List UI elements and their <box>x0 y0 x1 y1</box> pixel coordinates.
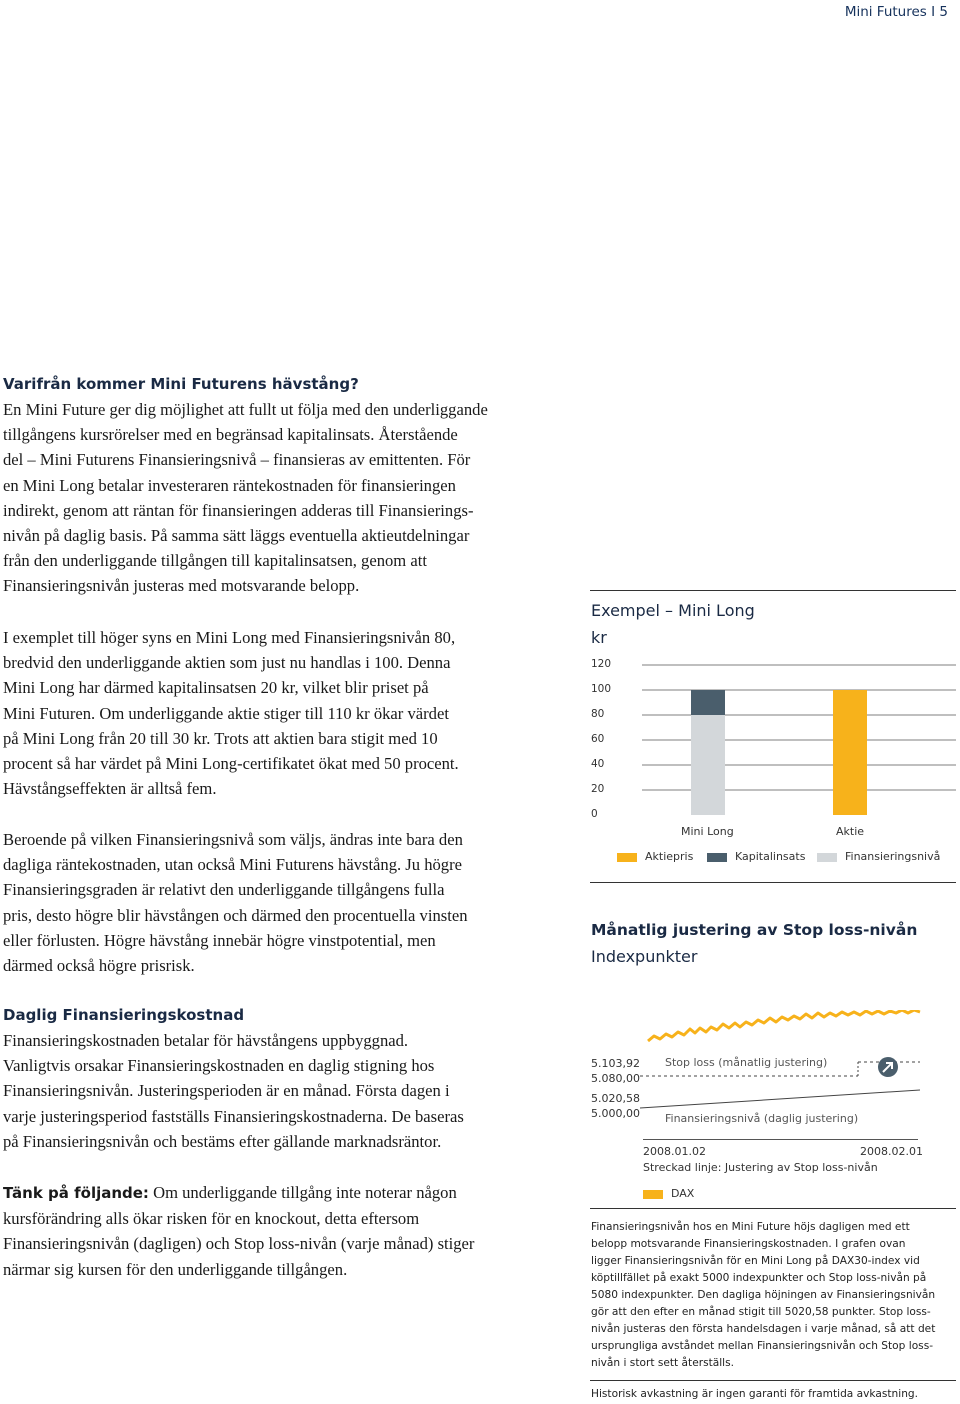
legend-swatch <box>643 1190 663 1199</box>
bar-aktiepris <box>833 690 867 815</box>
text-line: eller förlusten. Högre hävstång innebär högre vinstpotential, men <box>3 930 436 950</box>
legend-swatch <box>817 853 837 862</box>
x-label-end: 2008.02.01 <box>860 1145 923 1158</box>
financing-level-line <box>640 1090 920 1108</box>
financing-level-label: Finansieringsnivå (daglig justering) <box>665 1112 859 1125</box>
chart1-title: Exempel – Mini Long <box>591 601 755 620</box>
caption-line: gör att den efter en månad stigit till 5020,58 punkter. Stop loss- <box>591 1306 931 1318</box>
mini-long-bar-chart <box>590 650 956 880</box>
chart2-subtitle: Indexpunkter <box>591 947 698 966</box>
text-line: Finansieringsnivån (dagligen) och Stop loss-nivån (varje månad) stiger <box>3 1234 475 1254</box>
text-line: I exemplet till höger syns en Mini Long med Finansieringsnivån 80, <box>3 628 456 647</box>
text-line: närmar sig kursen för den underliggande tillgången. <box>3 1259 348 1279</box>
caption-line: köptillfället på exakt 5000 indexpunkter och Stop loss-nivån på <box>591 1272 927 1284</box>
divider <box>590 590 956 591</box>
text-line: Finansieringsgraden är relativt den underliggande tillgångens fulla <box>3 880 445 900</box>
chart2-title: Månatlig justering av Stop loss-nivån <box>591 921 918 939</box>
y-tick-label: 120 <box>591 658 612 670</box>
caption-line: belopp motsvarande Finansieringskostnaden. I grafen ovan <box>591 1238 906 1250</box>
text-line: dagliga räntekostnaden, utan också Mini Futurens hävstång. Ju högre <box>3 855 462 875</box>
y-label-bottom <box>591 1091 640 1121</box>
legend-label: DAX <box>671 1187 695 1200</box>
legend-item-aktiepris <box>617 850 693 863</box>
section1-paragraph <box>3 397 583 599</box>
chart-caption <box>591 1219 956 1372</box>
text-line: bredvid den underliggande aktien som just nu handlas i 100. Denna <box>3 653 451 673</box>
legend-label: Aktiepris <box>645 850 694 863</box>
y-tick-label: 80 <box>591 708 605 720</box>
section-heading-financing-cost: Daglig Finansieringskostnad <box>3 1006 245 1024</box>
text-line: indirekt, genom att räntan för finansieringen adderas till Finansierings- <box>3 500 474 520</box>
section-heading-leverage: Varifrån kommer Mini Futurens hävstång? <box>3 375 359 393</box>
y-value: 5.080,00 <box>591 1072 640 1085</box>
text-line: på Mini Long från 20 till 30 kr. Trots att aktien bara stigit med 10 <box>3 728 438 748</box>
y-value: 5.103,92 <box>591 1057 640 1070</box>
bar-kapitalinsats <box>691 690 725 715</box>
text-line: pris, desto högre blir hävstången och därmed den procentuella vinsten <box>3 905 468 925</box>
text-line: Hävstångseffekten är alltså fem. <box>3 779 217 799</box>
caption-line: Finansieringsnivån hos en Mini Future höjs dagligen med ett <box>591 1221 910 1233</box>
stop-loss-label: Stop loss (månatlig justering) <box>665 1056 828 1069</box>
text-line: Mini Long har därmed kapitalinsatsen 20 kr, vilket blir priset på <box>3 678 429 698</box>
legend-item-finansieringsniva <box>817 850 940 863</box>
text-line: Finansieringskostnaden betalar för hävstångens uppbyggnad. <box>3 1031 409 1050</box>
dashed-line-note: Streckad linje: Justering av Stop loss-nivån <box>643 1161 878 1174</box>
caption-line: 5080 indexpunkter. Den dagliga höjningen av Finansieringsnivån <box>591 1289 936 1301</box>
text-line: del – Mini Futurens Finansieringsnivå – finansieras av emittenten. För <box>3 450 471 470</box>
divider <box>590 1208 956 1209</box>
text-line: varje justeringsperiod fastställs Finansieringskostnaderna. De baseras <box>3 1106 464 1126</box>
y-tick-label: 60 <box>591 733 605 745</box>
y-value: 5.000,00 <box>591 1107 640 1120</box>
section5-paragraph <box>3 1180 583 1282</box>
caption-line: ursprungliga avståndet mellan Finansieringsnivån och Stop loss- <box>591 1340 934 1352</box>
disclaimer: Historisk avkastning är ingen garanti för framtida avkastning. <box>591 1388 919 1400</box>
text-line: procent så har värdet på Mini Long-certifikatet ökat med 50 procent. <box>3 754 459 774</box>
y-label-top <box>591 1056 640 1086</box>
divider <box>590 1380 956 1381</box>
text-line: En Mini Future ger dig möjlighet att fullt ut följa med den underliggande <box>3 400 488 419</box>
section4-paragraph <box>3 1028 583 1154</box>
caption-line: nivån justeras den första handelsdagen i varje månad, så att det <box>591 1323 936 1335</box>
text-line: Mini Futuren. Om underliggande aktie stiger till 110 kr ökar värdet <box>3 703 449 723</box>
caption-line: nivån i stort sett återställs. <box>591 1357 735 1369</box>
text-line: därmed också högre prisrisk. <box>3 956 195 976</box>
section2-paragraph <box>3 625 583 801</box>
page-header: Mini Futures I 5 <box>844 4 948 20</box>
legend-item-dax <box>643 1187 694 1200</box>
caption-line: ligger Finansieringsnivån för en Mini Long på DAX30-index vid <box>591 1255 920 1267</box>
y-tick-label: 20 <box>591 783 605 795</box>
note-text: Om underliggande tillgång inte noterar någon <box>148 1183 457 1202</box>
x-label-mini-long: Mini Long <box>681 825 734 838</box>
note-lead: Tänk på följande: <box>3 1184 149 1202</box>
divider <box>590 882 956 883</box>
y-tick-label: 100 <box>591 683 612 695</box>
y-tick-label: 0 <box>591 808 598 820</box>
text-line: Vanligtvis orsakar Finansieringskostnaden en daglig stigning hos <box>3 1056 435 1076</box>
section3-paragraph <box>3 827 583 978</box>
y-value: 5.020,58 <box>591 1092 640 1105</box>
text-line <box>3 1180 583 1206</box>
text-line: Finansieringsnivån. Justeringsperioden är en månad. Första dagen i <box>3 1081 450 1101</box>
legend-swatch <box>707 853 727 862</box>
x-label-aktie: Aktie <box>836 825 865 838</box>
text-line: Finansieringsnivån justeras med motsvarande belopp. <box>3 576 360 596</box>
text-line: från den underliggande tillgången till kapitalinsatsen, genom att <box>3 551 427 571</box>
dax-line <box>648 1010 920 1041</box>
legend-swatch <box>617 853 637 862</box>
text-line: Beroende på vilken Finansieringsnivå som väljs, ändras inte bara den <box>3 830 463 849</box>
x-label-start: 2008.01.02 <box>643 1145 706 1158</box>
x-axis <box>643 1139 918 1140</box>
text-line: nivån på daglig basis. På samma sätt läggs eventuella aktieutdelningar <box>3 526 470 546</box>
text-line: på Finansieringsnivån och bestäms efter gällande marknadsräntor. <box>3 1131 442 1151</box>
text-line: kursförändring alls ökar risken för en knockout, detta eftersom <box>3 1209 420 1229</box>
text-line: tillgångens kursrörelser med en begränsad kapitalinsats. Återstående <box>3 425 458 445</box>
bar-finansieringsniv <box>691 715 725 815</box>
text-line: en Mini Long betalar investeraren räntekostnaden för finansieringen <box>3 475 456 495</box>
chart1-unit: kr <box>591 628 607 647</box>
legend-label: Kapitalinsats <box>735 850 806 863</box>
legend-item-kapitalinsats <box>707 850 805 863</box>
y-tick-label: 40 <box>591 758 605 770</box>
legend-label: Finansieringsnivå <box>845 850 941 863</box>
